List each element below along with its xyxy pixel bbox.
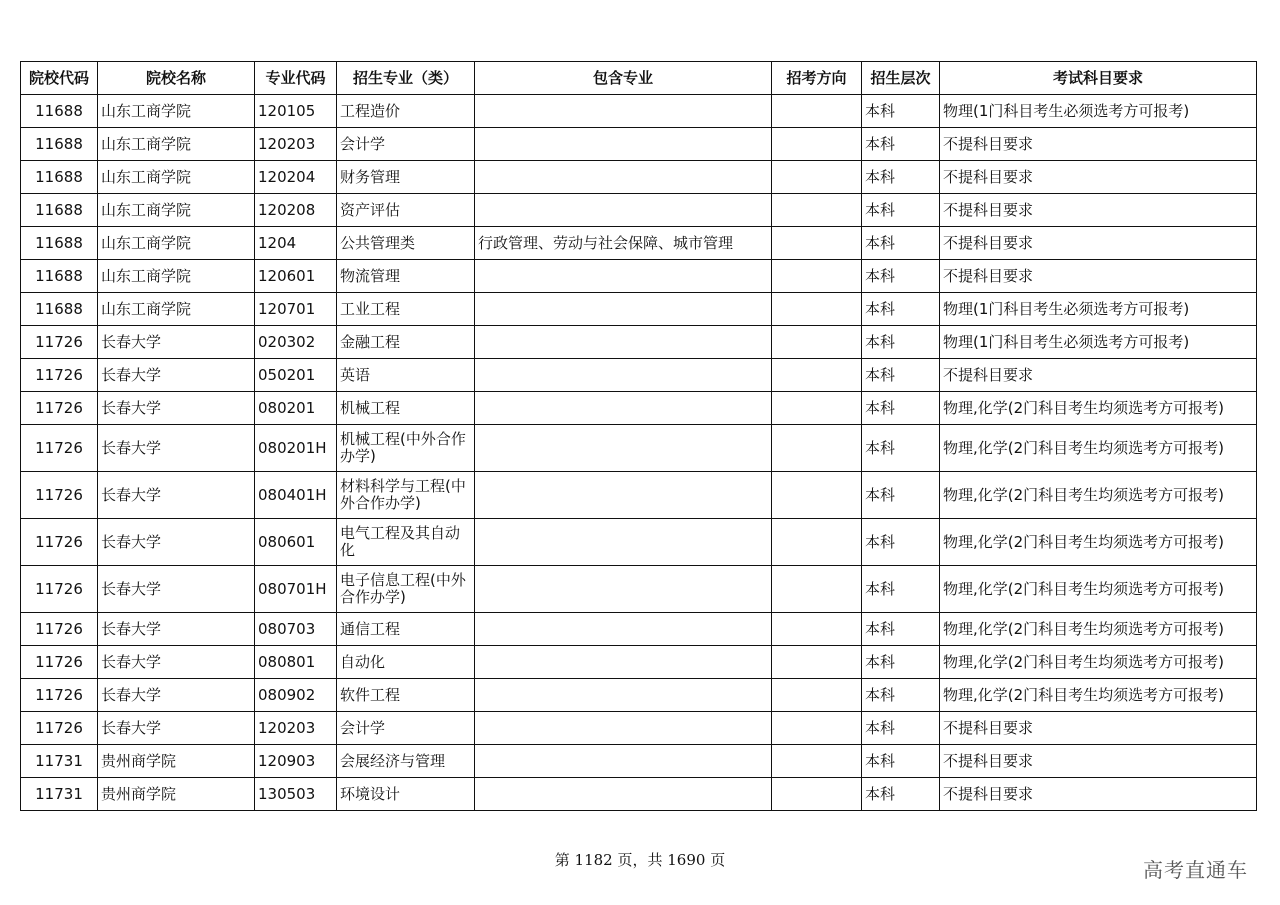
cell-included-majors xyxy=(475,712,772,745)
cell-included-majors xyxy=(475,566,772,613)
table-row xyxy=(21,745,1257,778)
cell-direction xyxy=(772,679,862,712)
cell-major-code: 080801 xyxy=(255,646,337,679)
cell-included-majors xyxy=(475,128,772,161)
cell-direction xyxy=(772,227,862,260)
cell-school-name: 长春大学 xyxy=(98,679,255,712)
cell-major-name: 电气工程及其自动化 xyxy=(337,519,475,566)
cell-school-name: 山东工商学院 xyxy=(98,161,255,194)
table-row xyxy=(21,519,1257,566)
table-row xyxy=(21,161,1257,194)
cell-subject-requirement: 物理,化学(2门科目考生均须选考方可报考) xyxy=(940,519,1257,566)
header-school-name: 院校名称 xyxy=(98,62,255,95)
cell-major-code: 120105 xyxy=(255,95,337,128)
cell-major-name: 自动化 xyxy=(337,646,475,679)
cell-major-code: 080201 xyxy=(255,392,337,425)
cell-school-name: 长春大学 xyxy=(98,613,255,646)
cell-subject-requirement: 不提科目要求 xyxy=(940,712,1257,745)
cell-direction xyxy=(772,95,862,128)
header-subject-requirement: 考试科目要求 xyxy=(940,62,1257,95)
table-row xyxy=(21,778,1257,811)
cell-direction xyxy=(772,646,862,679)
cell-school-code: 11688 xyxy=(21,128,98,161)
cell-level: 本科 xyxy=(862,227,940,260)
cell-school-code: 11688 xyxy=(21,260,98,293)
cell-subject-requirement: 不提科目要求 xyxy=(940,194,1257,227)
cell-major-name: 资产评估 xyxy=(337,194,475,227)
table-row xyxy=(21,227,1257,260)
cell-subject-requirement: 不提科目要求 xyxy=(940,745,1257,778)
cell-school-code: 11731 xyxy=(21,778,98,811)
cell-school-code: 11688 xyxy=(21,227,98,260)
header-major-name: 招生专业（类） xyxy=(337,62,475,95)
cell-level: 本科 xyxy=(862,293,940,326)
cell-level: 本科 xyxy=(862,519,940,566)
admissions-table xyxy=(20,61,1257,811)
cell-level: 本科 xyxy=(862,646,940,679)
cell-included-majors xyxy=(475,260,772,293)
cell-school-name: 山东工商学院 xyxy=(98,128,255,161)
watermark: 高考直通车 xyxy=(1143,858,1248,882)
cell-direction xyxy=(772,613,862,646)
cell-included-majors xyxy=(475,679,772,712)
cell-included-majors xyxy=(475,778,772,811)
cell-included-majors: 行政管理、劳动与社会保障、城市管理 xyxy=(475,227,772,260)
cell-school-name: 山东工商学院 xyxy=(98,194,255,227)
cell-major-name: 通信工程 xyxy=(337,613,475,646)
cell-major-code: 050201 xyxy=(255,359,337,392)
cell-school-code: 11726 xyxy=(21,519,98,566)
cell-level: 本科 xyxy=(862,679,940,712)
cell-subject-requirement: 物理(1门科目考生必须选考方可报考) xyxy=(940,293,1257,326)
header-school-code: 院校代码 xyxy=(21,62,98,95)
cell-school-code: 11688 xyxy=(21,293,98,326)
cell-major-code: 120204 xyxy=(255,161,337,194)
cell-major-name: 金融工程 xyxy=(337,326,475,359)
header-direction: 招考方向 xyxy=(772,62,862,95)
cell-included-majors xyxy=(475,359,772,392)
cell-school-code: 11726 xyxy=(21,425,98,472)
cell-level: 本科 xyxy=(862,566,940,613)
cell-level: 本科 xyxy=(862,392,940,425)
cell-major-name: 工程造价 xyxy=(337,95,475,128)
table-row xyxy=(21,472,1257,519)
table-row xyxy=(21,95,1257,128)
cell-school-code: 11731 xyxy=(21,745,98,778)
cell-level: 本科 xyxy=(862,359,940,392)
table-row xyxy=(21,425,1257,472)
cell-included-majors xyxy=(475,613,772,646)
header-major-code: 专业代码 xyxy=(255,62,337,95)
cell-major-code: 120203 xyxy=(255,712,337,745)
cell-included-majors xyxy=(475,161,772,194)
cell-school-name: 长春大学 xyxy=(98,712,255,745)
cell-major-code: 080201H xyxy=(255,425,337,472)
cell-direction xyxy=(772,326,862,359)
cell-major-name: 软件工程 xyxy=(337,679,475,712)
cell-school-code: 11726 xyxy=(21,613,98,646)
cell-school-code: 11688 xyxy=(21,194,98,227)
cell-level: 本科 xyxy=(862,95,940,128)
cell-major-name: 机械工程 xyxy=(337,392,475,425)
cell-level: 本科 xyxy=(862,326,940,359)
cell-level: 本科 xyxy=(862,712,940,745)
table-body xyxy=(21,95,1257,811)
cell-major-code: 120903 xyxy=(255,745,337,778)
cell-direction xyxy=(772,472,862,519)
cell-major-code: 080601 xyxy=(255,519,337,566)
table-row xyxy=(21,260,1257,293)
cell-major-name: 机械工程(中外合作办学) xyxy=(337,425,475,472)
cell-direction xyxy=(772,194,862,227)
cell-school-name: 长春大学 xyxy=(98,519,255,566)
cell-major-code: 080703 xyxy=(255,613,337,646)
cell-school-name: 贵州商学院 xyxy=(98,778,255,811)
cell-subject-requirement: 物理,化学(2门科目考生均须选考方可报考) xyxy=(940,472,1257,519)
cell-major-code: 080701H xyxy=(255,566,337,613)
cell-subject-requirement: 不提科目要求 xyxy=(940,161,1257,194)
cell-subject-requirement: 物理,化学(2门科目考生均须选考方可报考) xyxy=(940,613,1257,646)
cell-included-majors xyxy=(475,293,772,326)
cell-major-name: 会计学 xyxy=(337,712,475,745)
cell-subject-requirement: 不提科目要求 xyxy=(940,778,1257,811)
cell-school-name: 长春大学 xyxy=(98,566,255,613)
cell-major-name: 财务管理 xyxy=(337,161,475,194)
cell-subject-requirement: 不提科目要求 xyxy=(940,227,1257,260)
cell-level: 本科 xyxy=(862,194,940,227)
cell-school-code: 11688 xyxy=(21,161,98,194)
cell-level: 本科 xyxy=(862,613,940,646)
cell-direction xyxy=(772,566,862,613)
cell-school-code: 11726 xyxy=(21,566,98,613)
table-row xyxy=(21,293,1257,326)
cell-included-majors xyxy=(475,95,772,128)
cell-school-code: 11726 xyxy=(21,359,98,392)
cell-subject-requirement: 物理(1门科目考生必须选考方可报考) xyxy=(940,95,1257,128)
cell-subject-requirement: 物理,化学(2门科目考生均须选考方可报考) xyxy=(940,679,1257,712)
cell-level: 本科 xyxy=(862,260,940,293)
cell-level: 本科 xyxy=(862,161,940,194)
cell-direction xyxy=(772,745,862,778)
cell-subject-requirement: 物理(1门科目考生必须选考方可报考) xyxy=(940,326,1257,359)
cell-major-code: 120208 xyxy=(255,194,337,227)
header-level: 招生层次 xyxy=(862,62,940,95)
table-row xyxy=(21,359,1257,392)
cell-school-code: 11726 xyxy=(21,712,98,745)
cell-major-name: 会计学 xyxy=(337,128,475,161)
cell-subject-requirement: 不提科目要求 xyxy=(940,128,1257,161)
cell-direction xyxy=(772,128,862,161)
cell-level: 本科 xyxy=(862,745,940,778)
cell-major-name: 环境设计 xyxy=(337,778,475,811)
cell-subject-requirement: 物理,化学(2门科目考生均须选考方可报考) xyxy=(940,425,1257,472)
cell-major-name: 英语 xyxy=(337,359,475,392)
cell-school-name: 长春大学 xyxy=(98,472,255,519)
table-row xyxy=(21,194,1257,227)
cell-level: 本科 xyxy=(862,425,940,472)
cell-included-majors xyxy=(475,646,772,679)
cell-subject-requirement: 物理,化学(2门科目考生均须选考方可报考) xyxy=(940,566,1257,613)
cell-school-name: 长春大学 xyxy=(98,359,255,392)
page-number: 第 1182 页，共 1690 页 xyxy=(554,851,726,869)
cell-subject-requirement: 不提科目要求 xyxy=(940,359,1257,392)
table-row xyxy=(21,613,1257,646)
cell-included-majors xyxy=(475,326,772,359)
cell-school-code: 11688 xyxy=(21,95,98,128)
cell-direction xyxy=(772,359,862,392)
cell-major-code: 120601 xyxy=(255,260,337,293)
cell-direction xyxy=(772,293,862,326)
cell-major-code: 120701 xyxy=(255,293,337,326)
cell-major-code: 120203 xyxy=(255,128,337,161)
cell-level: 本科 xyxy=(862,128,940,161)
cell-school-name: 山东工商学院 xyxy=(98,260,255,293)
header-row xyxy=(21,62,1257,95)
header-included-majors: 包含专业 xyxy=(475,62,772,95)
cell-school-name: 长春大学 xyxy=(98,392,255,425)
cell-major-name: 电子信息工程(中外合作办学) xyxy=(337,566,475,613)
cell-included-majors xyxy=(475,472,772,519)
table-row xyxy=(21,679,1257,712)
cell-major-name: 物流管理 xyxy=(337,260,475,293)
cell-level: 本科 xyxy=(862,472,940,519)
cell-school-name: 山东工商学院 xyxy=(98,95,255,128)
cell-direction xyxy=(772,712,862,745)
cell-direction xyxy=(772,260,862,293)
cell-direction xyxy=(772,161,862,194)
cell-included-majors xyxy=(475,425,772,472)
cell-direction xyxy=(772,392,862,425)
cell-school-name: 山东工商学院 xyxy=(98,293,255,326)
cell-school-name: 长春大学 xyxy=(98,425,255,472)
table-row xyxy=(21,326,1257,359)
cell-school-code: 11726 xyxy=(21,472,98,519)
table-row xyxy=(21,392,1257,425)
cell-included-majors xyxy=(475,745,772,778)
table-row xyxy=(21,128,1257,161)
cell-major-name: 工业工程 xyxy=(337,293,475,326)
cell-included-majors xyxy=(475,392,772,425)
cell-subject-requirement: 物理,化学(2门科目考生均须选考方可报考) xyxy=(940,392,1257,425)
cell-major-name: 公共管理类 xyxy=(337,227,475,260)
cell-school-code: 11726 xyxy=(21,679,98,712)
cell-major-code: 080902 xyxy=(255,679,337,712)
cell-major-code: 130503 xyxy=(255,778,337,811)
cell-school-name: 长春大学 xyxy=(98,326,255,359)
cell-subject-requirement: 物理,化学(2门科目考生均须选考方可报考) xyxy=(940,646,1257,679)
cell-school-name: 贵州商学院 xyxy=(98,745,255,778)
cell-school-code: 11726 xyxy=(21,326,98,359)
cell-major-code: 080401H xyxy=(255,472,337,519)
table-row xyxy=(21,566,1257,613)
cell-major-code: 020302 xyxy=(255,326,337,359)
cell-school-code: 11726 xyxy=(21,646,98,679)
cell-school-name: 长春大学 xyxy=(98,646,255,679)
cell-level: 本科 xyxy=(862,778,940,811)
cell-direction xyxy=(772,778,862,811)
cell-subject-requirement: 不提科目要求 xyxy=(940,260,1257,293)
cell-major-name: 会展经济与管理 xyxy=(337,745,475,778)
table-row xyxy=(21,712,1257,745)
cell-included-majors xyxy=(475,194,772,227)
cell-major-code: 1204 xyxy=(255,227,337,260)
cell-school-code: 11726 xyxy=(21,392,98,425)
cell-school-name: 山东工商学院 xyxy=(98,227,255,260)
cell-direction xyxy=(772,519,862,566)
cell-included-majors xyxy=(475,519,772,566)
cell-major-name: 材料科学与工程(中外合作办学) xyxy=(337,472,475,519)
cell-direction xyxy=(772,425,862,472)
table-row xyxy=(21,646,1257,679)
